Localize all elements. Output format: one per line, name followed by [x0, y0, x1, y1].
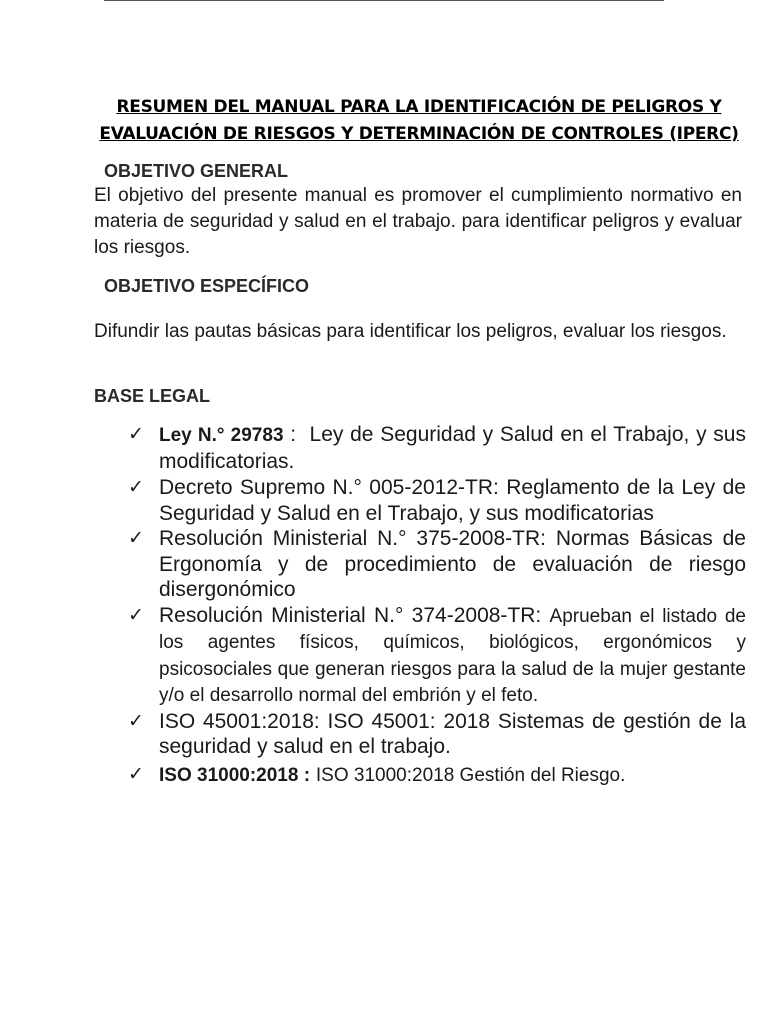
document-title: RESUMEN DEL MANUAL PARA LA IDENTIFICACIÓN DE PELIGROS Y EVALUACIÓN DE RIESGOS Y DETERMINACIÓN DE CONTROLES (IPERC)	[99, 97, 739, 144]
item-lead: Resolución Ministerial N.° 375-2008-TR:	[159, 527, 546, 550]
objetivo-especifico-text: Difundir las pautas básicas para identificar los peligros, evaluar los riesgos.	[94, 321, 727, 342]
base-legal-list	[126, 422, 746, 788]
checkmark-icon: ✓	[128, 762, 144, 785]
item-text: Reglamento de la Ley de Seguridad y Salud en el Trabajo, y sus modificatorias	[159, 476, 746, 525]
item-lead: Resolución Ministerial N.° 374-2008-TR:	[159, 603, 542, 627]
item-text: Ley de Seguridad y Salud en el Trabajo, y sus modificatorias.	[159, 423, 746, 473]
item-text: ISO 31000:2018 Gestión del Riesgo.	[315, 764, 626, 786]
item-lead: ISO 31000:2018 :	[159, 764, 311, 786]
item-lead: Decreto Supremo N.° 005-2012-TR:	[159, 476, 499, 499]
item-text: Normas Básicas de Ergonomía y de procedimiento de evaluación de riesgo disergonómico	[159, 527, 746, 601]
item-text: ISO 45001: 2018 Sistemas de gestión de la seguridad y salud en el trabajo.	[159, 709, 747, 758]
objetivo-general-heading: OBJETIVO GENERAL	[104, 161, 289, 181]
list-item	[126, 422, 746, 474]
item-lead: ISO 45001:2018:	[159, 709, 320, 733]
item-text: Aprueban el listado de los agentes físicos, químicos, biológicos, ergonómicos y psicosociales que generan riesgos para la salud de la mujer gestante y/o el desarrollo normal del embrión y el feto.	[159, 605, 746, 706]
list-item	[126, 475, 746, 526]
list-item	[126, 526, 746, 603]
base-legal-heading: BASE LEGAL	[94, 386, 211, 406]
objetivo-especifico-heading: OBJETIVO ESPECÍFICO	[104, 276, 310, 296]
checkmark-icon: ✓	[128, 527, 144, 549]
list-item	[126, 603, 746, 709]
item-lead: Ley N.° 29783	[159, 425, 284, 446]
list-item	[126, 709, 746, 760]
checkmark-icon: ✓	[128, 709, 144, 732]
item-separator: :	[283, 423, 303, 446]
checkmark-icon: ✓	[128, 476, 144, 498]
checkmark-icon: ✓	[128, 423, 144, 445]
list-item	[126, 762, 746, 789]
objetivo-general-text: El objetivo del presente manual es promover el cumplimiento normativo en materia de seguridad y salud en el trabajo. para identificar peligros y evaluar los riesgos.	[94, 185, 742, 258]
top-divider	[104, 0, 664, 1]
checkmark-icon: ✓	[128, 603, 144, 626]
